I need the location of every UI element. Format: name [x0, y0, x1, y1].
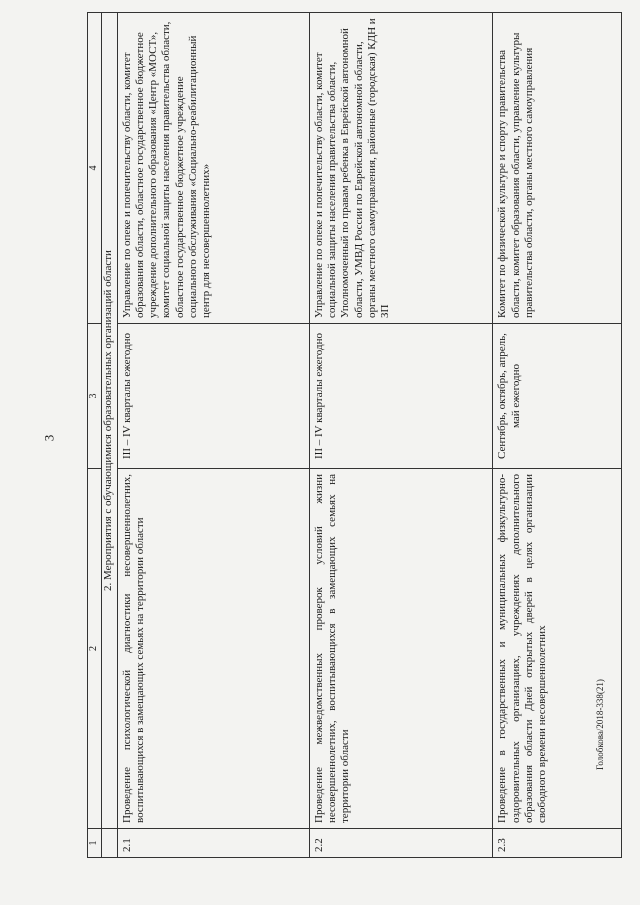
- row-period: Сентябрь, октябрь, апрель, май ежегодно: [493, 324, 622, 469]
- row-activity: Проведение межведомственных проверок условий жизни несовершеннолетних, воспитывающихся в замещающих семьях на территории области: [310, 469, 493, 829]
- plan-table: [87, 12, 622, 858]
- section-row: [102, 13, 118, 858]
- row-number: 2.1: [117, 829, 309, 858]
- header-col-4: 4: [88, 13, 102, 324]
- row-number: 2.3: [493, 829, 622, 858]
- table-header-row: [88, 13, 102, 858]
- row-number: 2.2: [310, 829, 493, 858]
- row-executors: Управление по опеке и попечительству области, комитет образования области, областное государственное бюджетное учреждение дополнительного образования «Центр «МОСТ», комитет социальной защиты населения правительства области, областное государственное бюджетное учреждение социального обслуживания «Социально-реабилитационный центр для несовершеннолетних»: [117, 13, 309, 324]
- table-row: [493, 13, 622, 858]
- table-row: [117, 13, 309, 858]
- header-col-1: 1: [88, 829, 102, 858]
- rotated-table-container: [87, 18, 622, 858]
- row-executors: Комитет по физической культуре и спорту правительства области, комитет образования области, управление культуры правительства области, органы местного самоуправления: [493, 13, 622, 324]
- row-activity: Проведение психологической диагностики несовершеннолетних, воспитывающихся в замещающих семьях на территории области: [117, 469, 309, 829]
- row-period: III – IV кварталы ежегодно: [117, 324, 309, 469]
- row-period: III – IV кварталы ежегодно: [310, 324, 493, 469]
- section-title: 2. Мероприятия с обучающимися образовательных организаций области: [102, 13, 118, 829]
- page-number: 3: [41, 434, 57, 442]
- section-spacer-cell: [102, 829, 118, 858]
- table-row: [310, 13, 493, 858]
- row-activity: Проведение в государственных и муниципальных физкультурно-оздоровительных организациях, учреждениях дополнительного образования области Дней открытых дверей в целях организации свободного времени несовершеннолетних: [493, 469, 622, 829]
- header-col-2: 2: [88, 469, 102, 829]
- document-footer-code: Голобкова/2018-338(21): [595, 679, 605, 770]
- header-col-3: 3: [88, 324, 102, 469]
- row-executors: Управление по опеке и попечительству области, комитет социальной защиты населения правительства области, Уполномоченный по правам ребенка в Еврейской автономной области, УМВД России по Еврейской автономной области, органы местного самоуправления, районные (городская) КДН и ЗП: [310, 13, 493, 324]
